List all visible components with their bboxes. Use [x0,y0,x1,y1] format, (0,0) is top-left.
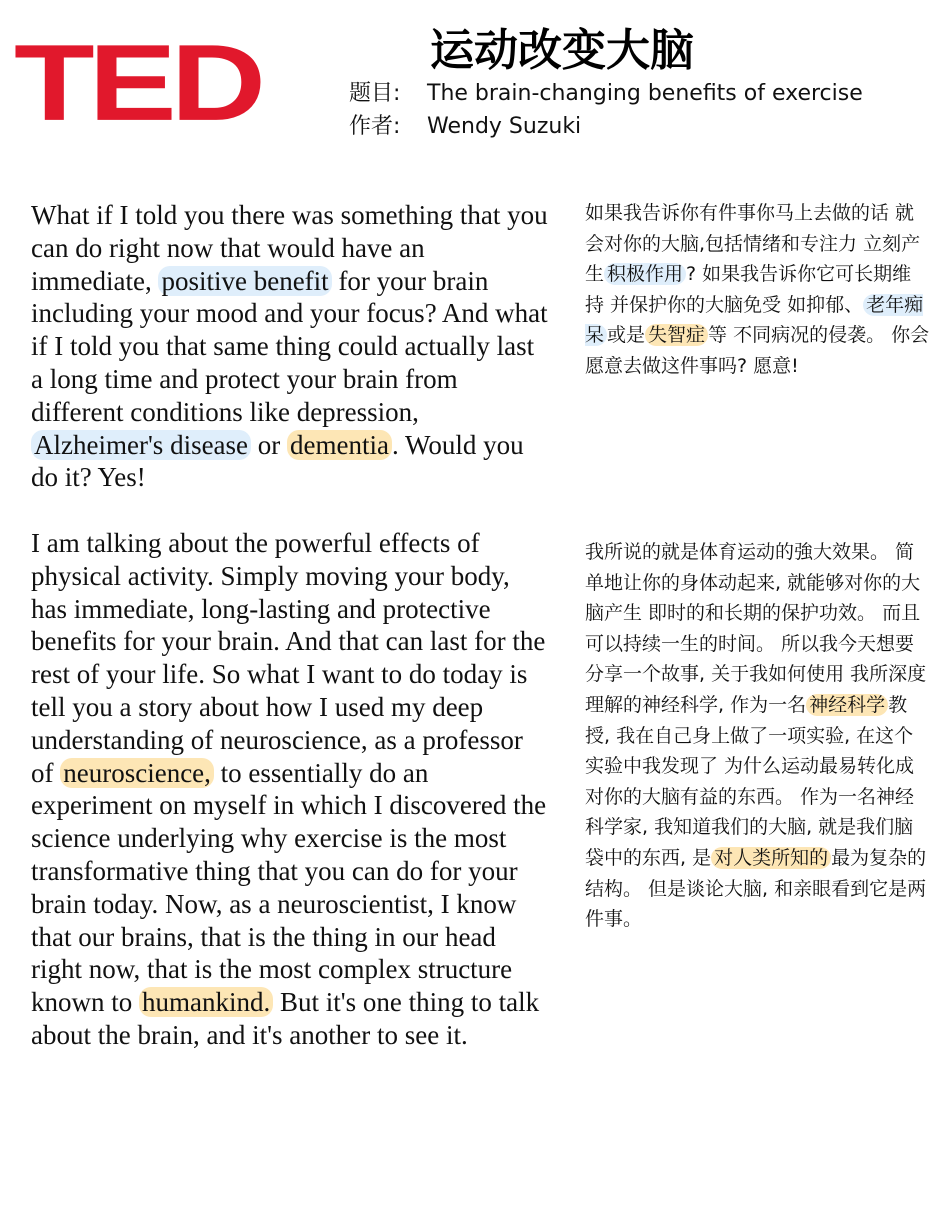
highlight-renlei-suozhi: 对人类所知的 [711,847,831,869]
english-text: to essentially do an experiment on myself in which I discovered the science underlying why exercise is the most transformative thing that you can do for your brain today. Now, as a neuroscientist, I know that our brains, that is the thing in our head right now, that is the most complex structure known to [31,757,547,1018]
highlight-positive-benefit: positive benefit [158,266,331,296]
author-label: 作者: [349,114,401,139]
chinese-text: 教授, 我在自己身上做了一项实验, 在这个实验中我发现了 为什么运动最易转化成 对你的大脑有益的东西。 作为一名神经科学家, 我知道我们的大脑, 就是我们脑袋中的东西, 是 [585,693,915,869]
ted-logo-text: TED [14,22,260,143]
english-text: I am talking about the powerful effects of physical activity. Simply moving your body, has immediate, long-lasting and protective benefits for your brain. And that can last for the rest of your life. So what I want to do today is tell you a story about how I used my deep understanding of neuroscience, as a professor of [31,528,546,788]
chinese-text: ? 如果我告诉你它可长期维持 并保护你的大脑免受 如抑郁、 [585,263,912,316]
highlight-neuroscience: neuroscience, [60,758,214,788]
english-text: or [251,429,288,460]
topic-value: The brain-changing benefits of exercise [427,81,863,106]
chinese-paragraph-2 [585,537,930,935]
chinese-text: 最为复杂的结构。 但是谈论大脑, 和亲眼看到它是两件事。 [585,846,927,931]
highlight-shizhi-zheng: 失智症 [645,324,708,346]
english-paragraph-1 [31,199,551,494]
highlight-humankind: humankind. [139,987,273,1017]
ted-logo [14,22,302,143]
highlight-laonian-chidai: 老年痴呆 [585,293,924,347]
author-value: Wendy Suzuki [427,114,582,139]
english-text: for your brain including your mood and your focus? And what if I told you that same thing could actually last a long time and protect your brain from different conditions like depression, [31,265,548,427]
english-paragraph-2 [31,527,551,1052]
highlight-shenjing-kexue: 神经科学 [806,694,888,716]
chinese-title: 运动改变大脑 [430,25,694,76]
highlight-jiji-zuoyong: 积极作用 [604,263,686,285]
english-text: But it's one thing to talk about the brain, and it's another to see it. [31,987,540,1050]
chinese-text: 如果我告诉你有件事你马上去做的话 就会对你的大脑,包括情绪和专注力 立刻产生 [585,202,921,286]
chinese-text: 我所说的就是体育运动的強大效果。 简单地让你的身体动起来, 就能够对你的大脑产生 即时的和长期的保护功效。 而且可以持续一生的时间。 所以我今天想要分享一个故事, 关于我如何使用 我所深度理解的神经科学, 作为一名 [585,541,927,716]
topic-line [349,79,863,109]
chinese-paragraph-1 [585,198,930,382]
chinese-text: 或是 [607,324,646,347]
chinese-text: 等 不同病况的侵袭。 你会愿意去做这件事吗? 愿意! [585,324,930,377]
author-line [349,112,581,142]
highlight-dementia: dementia [287,430,392,460]
highlight-alzheimers-disease: Alzheimer's disease [31,430,251,460]
english-text: . Would you do it? Yes! [31,429,524,493]
english-text: What if I told you there was something that you can do right now that would have an immediate, [31,200,548,296]
topic-label: 题目: [349,81,401,106]
